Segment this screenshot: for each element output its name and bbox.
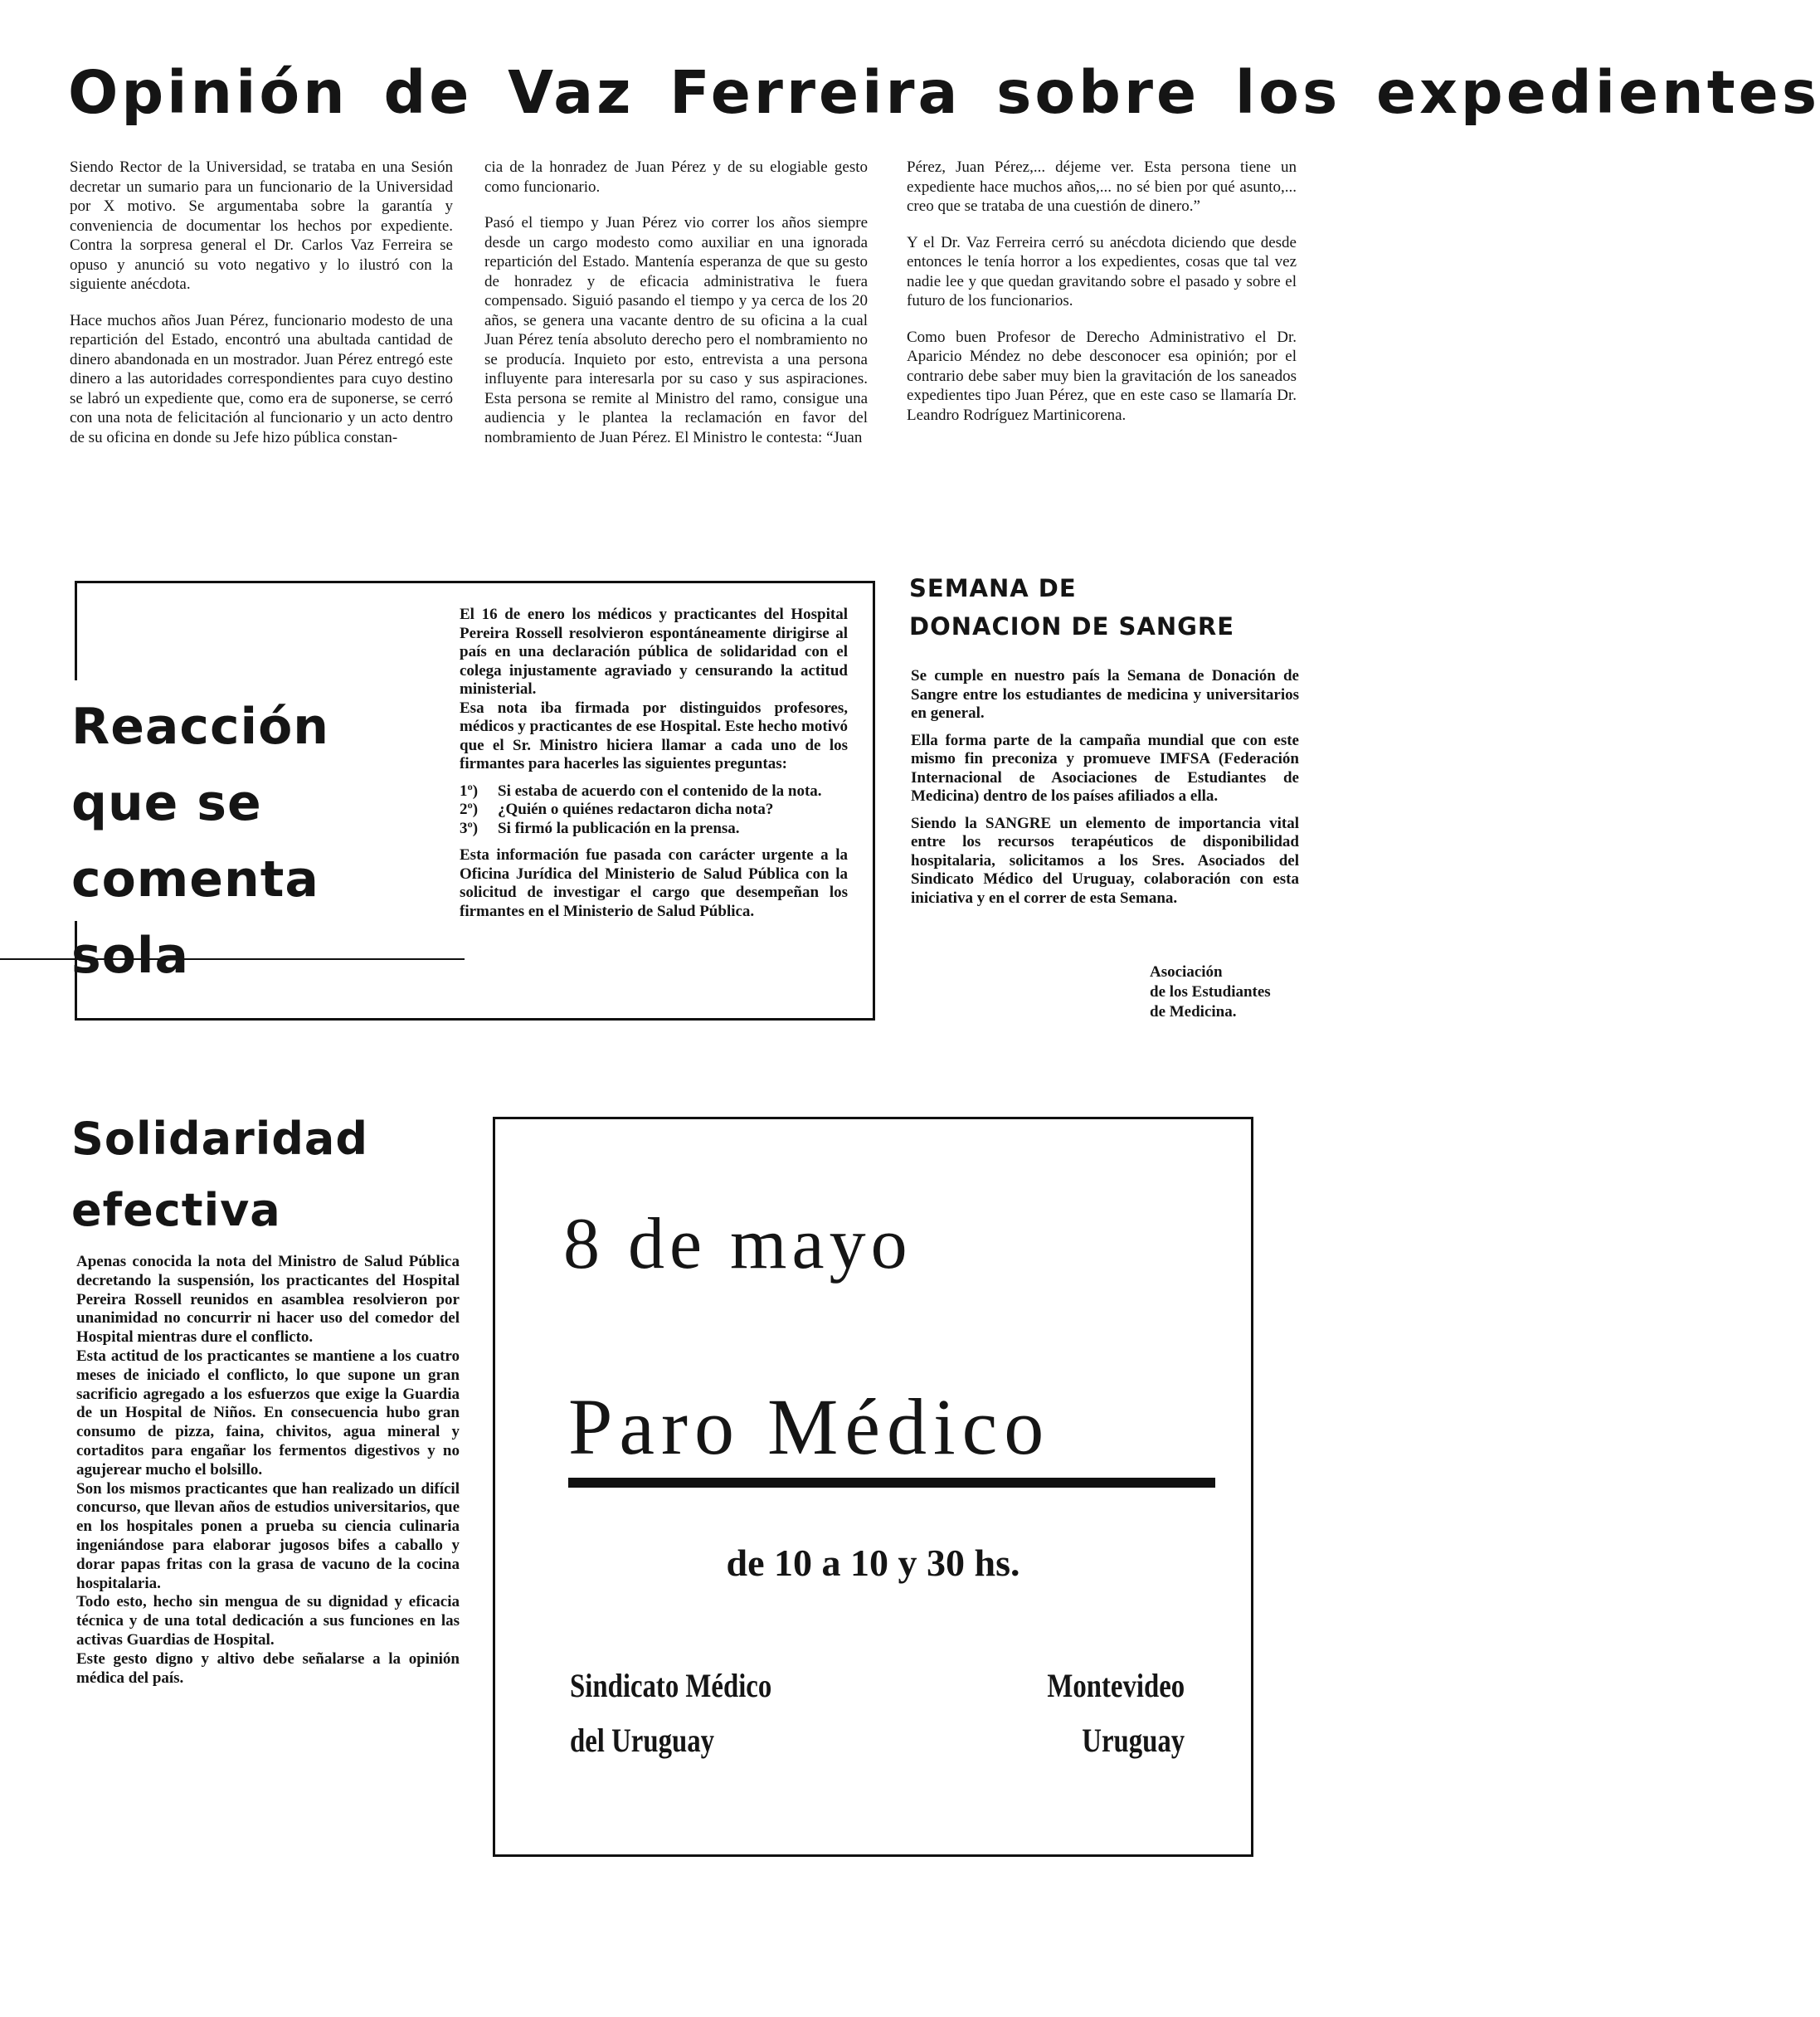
signature-line: Asociación <box>1150 963 1223 981</box>
article1-col3-paragraph: Y el Dr. Vaz Ferreira cerró su anécdota diciendo que desde entonces le tenía horror a los expedientes, cosas que tal vez nadie lee y que quedan gravitando sobre el pasado y sobre el futuro de los funcionarios. <box>907 233 1297 309</box>
box-right-rule <box>873 581 875 1021</box>
article3-paragraph: Siendo la SANGRE un elemento de importancia vital entre los recursos terapéuticos de disponibilidad hospitalaria, solicitamos a los Sres. Asociados del Sindicato Médico del Uruguay, colaboración con esta iniciativa y en el correr de esta Semana. <box>911 814 1299 907</box>
article3-signature <box>1150 962 1316 1022</box>
headline-line: Reacción <box>71 698 330 756</box>
article4-paragraph: Son los mismos practicantes que han realizado un difícil concurso, que llevan años de estudios universitarios, que en los hospitales ponen a prueba su ciencia culinaria ingeniándose para elaborar jugosos bifes a caballo y dorar papas fritas con la grasa de vacuno de la cocina hospitalaria. <box>76 1479 460 1592</box>
question-text: ¿Quién o quiénes redactaron dicha nota? <box>498 801 774 818</box>
box-top-rule <box>75 581 875 583</box>
article3-title <box>909 569 1299 646</box>
announcement-rule <box>568 1478 1215 1488</box>
announcement-organization <box>570 1659 771 1768</box>
question-item <box>460 782 848 801</box>
announcement-hours: de 10 a 10 y 30 hs. <box>726 1542 1020 1584</box>
article4-paragraph: Este gesto digno y altivo debe señalarse a la opinión médica del país. <box>76 1649 460 1687</box>
article1-column-3 <box>907 158 1297 441</box>
article4-paragraph: Esta actitud de los practicantes se mantiene a los cuatro meses de iniciado el conflicto, lo que supone un gran sacrificio agregado a los esfuerzos que exige la Guardia de un Hospital de Niños. En consecuencia hubo gran consumo de pizza, faina, chivitos, agua mineral y cortaditos para engañar los fermentos digestivos y no agujerear mucho el bolsillo. <box>76 1347 460 1479</box>
question-number: 2º) <box>460 801 479 818</box>
headline-line: que se comenta <box>71 774 319 909</box>
headline-line: Solidaridad <box>71 1113 368 1165</box>
article4-paragraph: Todo esto, hecho sin mengua de su dignidad y eficacia técnica y de una total dedicación a sus funciones en las activas Guardias de Hospital. <box>76 1593 460 1649</box>
article1-col3-paragraph: Como buen Profesor de Derecho Administrativo el Dr. Aparicio Méndez no debe desconocer esa opinión; por el contrario debe saber muy bien la gravitación de los saneados expedientes tipo Juan Pérez, que en este caso se llamaría Dr. Leandro Rodríguez Martinicorena. <box>907 328 1297 424</box>
question-text: Si firmó la publicación en la prensa. <box>498 819 740 837</box>
announcement-date: 8 de mayo <box>563 1204 912 1284</box>
article2-headline <box>71 689 461 994</box>
question-number: 1º) <box>460 782 479 800</box>
article1-col3-paragraph: Pérez, Juan Pérez,... déjeme ver. Esta persona tiene un expediente hace muchos años,... no sé bien por qué asunto,... creo que se trataba de una cuestión de dinero.” <box>907 158 1297 215</box>
organization-line: Sindicato Médico <box>570 1667 772 1704</box>
question-list <box>460 782 848 839</box>
article3-title-line: SEMANA DE <box>909 574 1077 602</box>
signature-line: de Medicina. <box>1150 1003 1237 1021</box>
article3-paragraph: Se cumple en nuestro país la Semana de Donación de Sangre entre los estudiantes de medicina y universitarios en general. <box>911 667 1299 722</box>
question-item <box>460 801 848 820</box>
article4-headline <box>71 1104 461 1246</box>
article3-title-line: DONACION DE SANGRE <box>909 612 1235 641</box>
article1-col1-paragraph: Siendo Rector de la Universidad, se trataba en una Sesión decretar un sumario para un funcionario de la Universidad por X motivo. Se argumentaba sobre la garantía y conveniencia de documentar los hechos por expediente. Contra la sorpresa general el Dr. Carlos Vaz Ferreira se opuso y anunció su voto negativo y lo ilustró con la siguiente anécdota. <box>70 158 453 293</box>
box-bottom-rule <box>75 1018 875 1021</box>
article-title: Opinión de Vaz Ferreira sobre los expedientes <box>68 58 1820 127</box>
article1-col1-paragraph: Hace muchos años Juan Pérez, funcionario modesto de una repartición del Estado, encontró una abultada cantidad de dinero abandonada en un mostrador. Juan Pérez entregó este dinero a las autoridades correspondientes para cuyo destino se labró un expediente que, como era de suponerse, se cerró con una nota de felicitación al funcionario y un acto dentro de su oficina en donde su Jefe hizo pública constan- <box>70 311 453 446</box>
article1-col2-paragraph: cia de la honradez de Juan Pérez y de su elogiable gesto como funcionario. <box>484 158 868 196</box>
location-line: Montevideo <box>1047 1667 1185 1704</box>
article2-body <box>460 606 848 929</box>
article2-paragraph: Esta información fue pasada con carácter urgente a la Oficina Jurídica del Ministerio de Salud Pública con la solicitud de investigar el cargo que desempeñan los firmantes en el Ministerio de Salud Pública. <box>460 846 848 920</box>
announcement-location <box>1047 1659 1185 1768</box>
article1-column-2 <box>484 158 868 464</box>
article1-col2-paragraph: Pasó el tiempo y Juan Pérez vio correr los años siempre desde un cargo modesto como auxiliar en una ignorada repartición del Estado. Mantenía esperanza de que su gesto de honradez y de eficacia administrativa le fuera compensado. Siguió pasando el tiempo y ya cerca de los 20 años, se genera una vacante dentro de su oficina a la cual Juan Pérez tenía absoluto derecho pero el nombramiento no se producía. Inquieto por esto, entrevista a una persona influyente para interesarla por su caso y sus aspiraciones. Esta persona se remite al Ministro del ramo, consigue una audiencia y le plantea la reclamación en favor del nombramiento de Juan Pérez. El Ministro le contesta: “Juan <box>484 214 868 446</box>
box-left-rule <box>75 581 77 680</box>
question-item <box>460 820 848 839</box>
location-line: Uruguay <box>1082 1722 1185 1759</box>
article2-paragraph: Esa nota iba firmada por distinguidos profesores, médicos y practicantes de ese Hospital. Este hecho motivó que el Sr. Ministro hiciera llamar a cada uno de los firmantes para hacerles las siguientes preguntas: <box>460 699 848 772</box>
question-number: 3º) <box>460 819 479 837</box>
organization-line: del Uruguay <box>570 1722 715 1759</box>
article3-body <box>911 667 1299 916</box>
article2-paragraph: El 16 de enero los médicos y practicantes del Hospital Pereira Rossell resolvieron espontáneamente dirigirse al país en una declaración pública de solidaridad con el colega injustamente agraviado y censurando la actitud ministerial. <box>460 606 848 698</box>
strike-announcement-box <box>493 1117 1253 1857</box>
article4-body <box>76 1253 460 1688</box>
article1-column-1 <box>70 158 453 464</box>
headline-line: sola <box>71 927 189 985</box>
signature-line: de los Estudiantes <box>1150 983 1271 1001</box>
article4-paragraph: Apenas conocida la nota del Ministro de Salud Pública decretando la suspensión, los practicantes del Hospital Pereira Rossell reunidos en asamblea resolvieron por unanimidad no concurrir ni hacer uso del comedor del Hospital mientras dure el conflicto. <box>76 1253 460 1347</box>
announcement-title: Paro Médico <box>568 1382 1051 1471</box>
headline-line: efectiva <box>71 1184 281 1236</box>
question-text: Si estaba de acuerdo con el contenido de la nota. <box>498 782 822 800</box>
article3-paragraph: Ella forma parte de la campaña mundial que con este mismo fin preconiza y promueve IMFSA (Federación Internacional de Asociaciones de Estudiantes de Medicina) dentro de los países afiliados a ella. <box>911 731 1299 805</box>
